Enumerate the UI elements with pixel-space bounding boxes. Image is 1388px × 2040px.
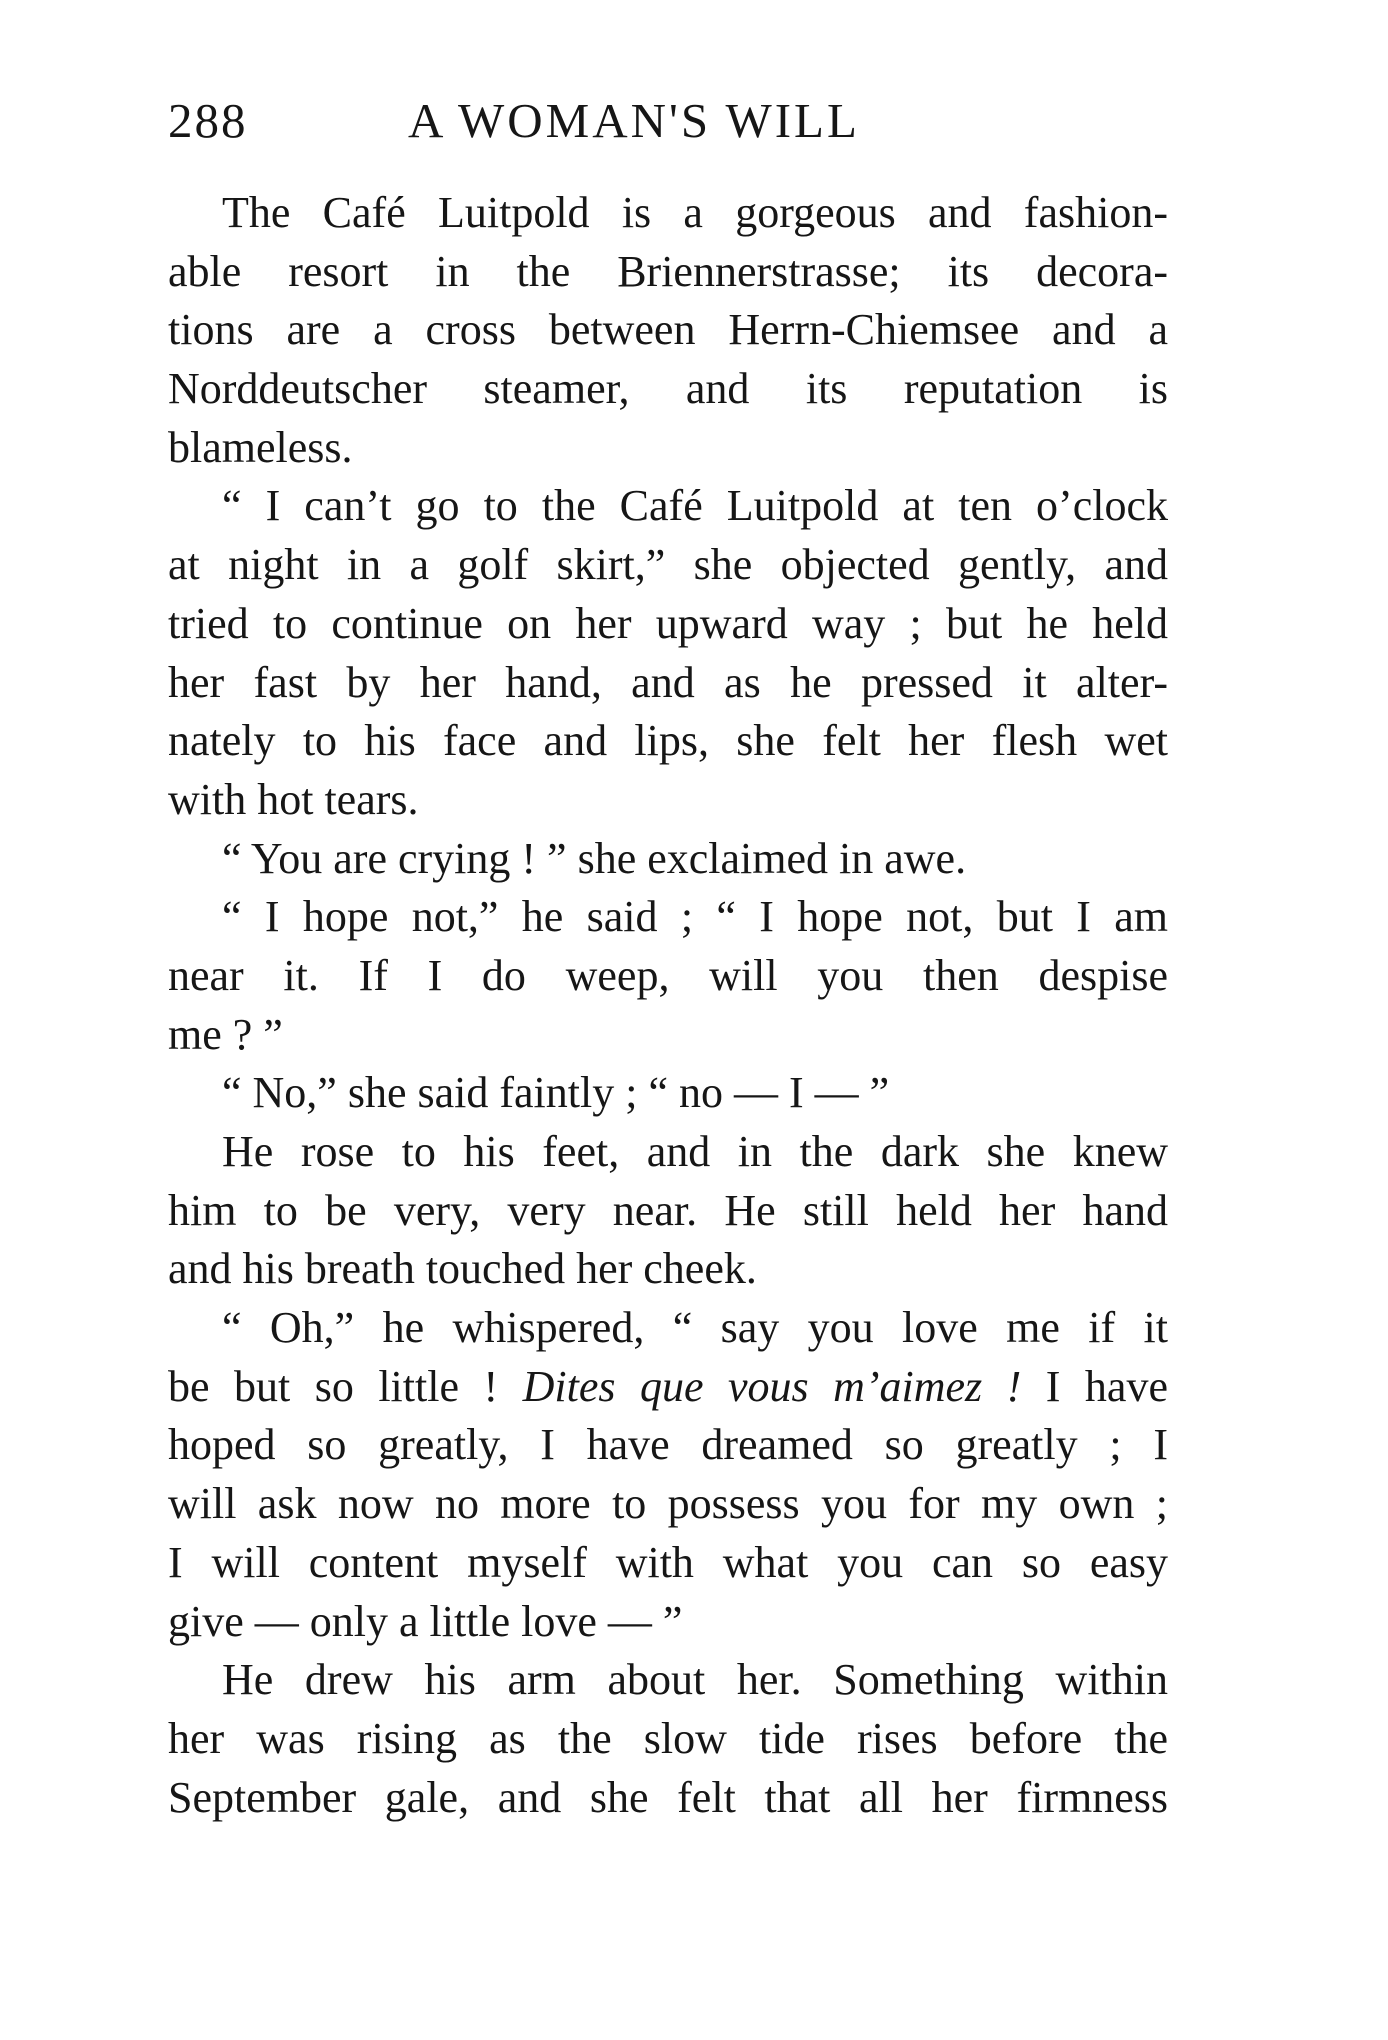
text-line	[168, 771, 1168, 830]
text-line	[168, 536, 1168, 595]
text-segment: and his breath touched her cheek.	[168, 1244, 757, 1294]
text-segment: me ? ”	[168, 1009, 283, 1059]
text-line	[168, 1593, 1168, 1652]
running-title: A WOMAN'S WILL	[408, 93, 860, 148]
text-segment: hoped so greatly, I have dreamed so greatly ; I	[168, 1420, 1168, 1470]
text-segment: September gale, and she felt that all her firmness	[168, 1772, 1168, 1822]
text-segment: “ No,” she said faintly ; “ no — I — ”	[222, 1068, 890, 1118]
text-line	[168, 1651, 1168, 1710]
page-header	[168, 92, 1168, 162]
text-segment: He rose to his feet, and in the dark she knew	[222, 1127, 1168, 1176]
text-segment: will ask now no more to possess you for my own ;	[168, 1479, 1168, 1529]
text-segment: near it. If I do weep, will you then despise	[168, 950, 1168, 1000]
text-line	[168, 830, 1168, 889]
text-line	[168, 243, 1168, 302]
text-line	[168, 477, 1168, 536]
text-segment: her fast by her hand, and as he pressed it alter-	[168, 657, 1168, 707]
text-segment: tions are a cross between Herrn-Chiemsee and a	[168, 305, 1168, 355]
text-segment: able resort in the Briennerstrasse; its decora-	[168, 246, 1168, 296]
text-segment: give — only a little love — ”	[168, 1596, 683, 1646]
text-line	[168, 1769, 1168, 1828]
text-line	[168, 595, 1168, 654]
text-segment: The Café Luitpold is a gorgeous and fashion-	[222, 188, 1168, 237]
italic-text: Dites que vous m’aimez !	[522, 1361, 1022, 1411]
text-segment: tried to continue on her upward way ; but he held	[168, 598, 1168, 648]
text-segment: “ I can’t go to the Café Luitpold at ten o’clock	[222, 481, 1168, 531]
text-segment: her was rising as the slow tide rises before the	[168, 1713, 1168, 1763]
text-segment: “ You are crying ! ” she exclaimed in awe.	[222, 833, 967, 883]
text-segment: with hot tears.	[168, 774, 419, 824]
text-line	[168, 1299, 1168, 1358]
text-line	[168, 419, 1168, 478]
text-line	[168, 1064, 1168, 1123]
text-segment: at night in a golf skirt,” she objected gently, and	[168, 540, 1168, 590]
body-text	[168, 184, 1168, 1827]
text-segment: be but so little !	[168, 1361, 523, 1411]
text-segment: I will content myself with what you can so easy	[168, 1537, 1168, 1587]
text-line	[168, 1123, 1168, 1182]
text-segment: him to be very, very near. He still held her hand	[168, 1185, 1168, 1235]
text-line	[168, 712, 1168, 771]
text-segment: “ I hope not,” he said ; “ I hope not, but I am	[222, 892, 1168, 942]
text-segment: blameless.	[168, 422, 353, 472]
text-line	[168, 1534, 1168, 1593]
text-line	[168, 360, 1168, 419]
text-segment: nately to his face and lips, she felt her flesh wet	[168, 716, 1168, 766]
text-line	[168, 1475, 1168, 1534]
text-line	[168, 184, 1168, 243]
page-number: 288	[168, 93, 248, 148]
text-segment: He drew his arm about her. Something within	[222, 1655, 1168, 1705]
text-line	[168, 1182, 1168, 1241]
text-line	[168, 1006, 1168, 1065]
text-line	[168, 654, 1168, 713]
text-line	[168, 301, 1168, 360]
text-line	[168, 1358, 1168, 1417]
text-line	[168, 1240, 1168, 1299]
text-line	[168, 1710, 1168, 1769]
text-line	[168, 1416, 1168, 1475]
text-segment: I have	[1021, 1361, 1168, 1411]
text-segment: Norddeutscher steamer, and its reputation is	[168, 364, 1168, 414]
text-segment: “ Oh,” he whispered, “ say you love me if it	[222, 1303, 1168, 1353]
text-line	[168, 888, 1168, 947]
text-line	[168, 947, 1168, 1006]
